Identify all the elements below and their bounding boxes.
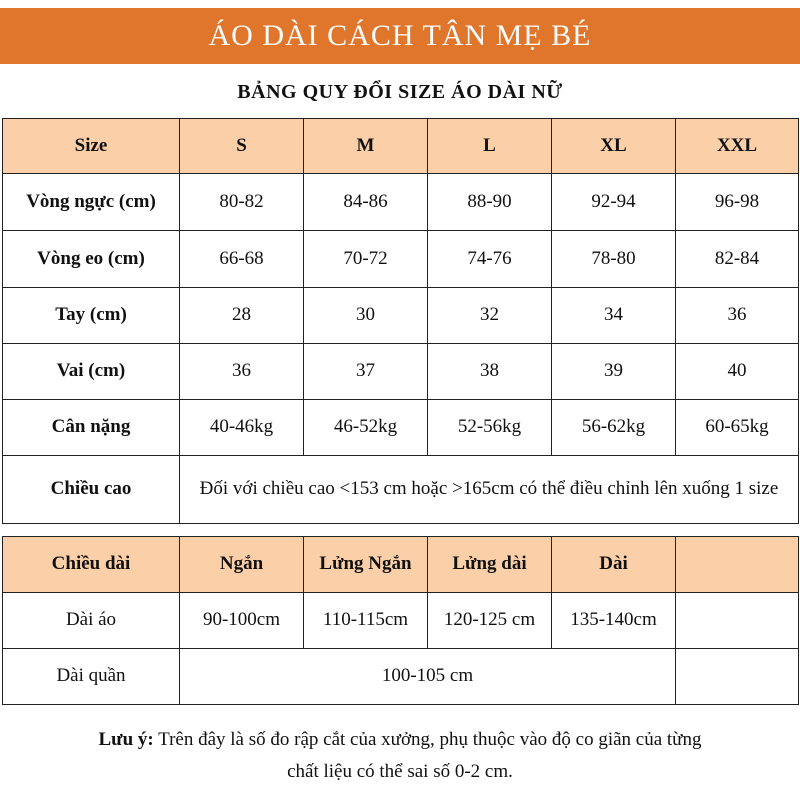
table-row xyxy=(3,649,799,705)
table-row xyxy=(3,174,799,231)
note-line-2: chất liệu có thể sai số 0-2 cm. xyxy=(287,761,513,782)
header-size: Size xyxy=(3,119,180,174)
table-cell: 82-84 xyxy=(676,231,799,288)
table-cell: 34 xyxy=(552,288,676,344)
note-line-1: Trên đây là số đo rập cắt của xưởng, phụ thuộc vào độ co giãn của từng xyxy=(158,729,702,750)
header-xxl: XXL xyxy=(676,119,799,174)
header-mid-short: Lửng Ngắn xyxy=(304,537,428,593)
table-cell xyxy=(676,593,799,649)
table-cell: 39 xyxy=(552,344,676,400)
table-cell: 32 xyxy=(428,288,552,344)
table-cell: 120-125 cm xyxy=(428,593,552,649)
pants-length-cell: 100-105 cm xyxy=(180,649,676,705)
header-short: Ngắn xyxy=(180,537,304,593)
height-row xyxy=(3,456,799,524)
table-cell: 90-100cm xyxy=(180,593,304,649)
header-xl: XL xyxy=(552,119,676,174)
header-long: Dài xyxy=(552,537,676,593)
note-label: Lưu ý: xyxy=(98,729,154,750)
table-cell: 78-80 xyxy=(552,231,676,288)
table-cell: 37 xyxy=(304,344,428,400)
table-cell: 80-82 xyxy=(180,174,304,231)
size-table xyxy=(2,118,799,524)
length-table xyxy=(2,536,799,705)
table-cell: 60-65kg xyxy=(676,400,799,456)
table-cell: 38 xyxy=(428,344,552,400)
length-header-row xyxy=(3,537,799,593)
row-label: Vòng eo (cm) xyxy=(3,231,180,288)
table-cell: 70-72 xyxy=(304,231,428,288)
header-mid-long: Lửng dài xyxy=(428,537,552,593)
size-header-row xyxy=(3,119,799,174)
table-cell: 28 xyxy=(180,288,304,344)
row-label: Vòng ngực (cm) xyxy=(3,174,180,231)
row-label: Dài quần xyxy=(3,649,180,705)
table-row xyxy=(3,344,799,400)
row-label: Cân nặng xyxy=(3,400,180,456)
table-cell: 36 xyxy=(180,344,304,400)
header-empty xyxy=(676,537,799,593)
table-cell: 74-76 xyxy=(428,231,552,288)
chart-subtitle: BẢNG QUY ĐỔI SIZE ÁO DÀI NỮ xyxy=(237,80,563,103)
table-row xyxy=(3,231,799,288)
row-label: Chiều cao xyxy=(3,456,180,524)
row-label: Vai (cm) xyxy=(3,344,180,400)
row-label: Dài áo xyxy=(3,593,180,649)
table-cell xyxy=(676,649,799,705)
table-cell: 66-68 xyxy=(180,231,304,288)
banner-title: ÁO DÀI CÁCH TÂN MẸ BÉ xyxy=(0,8,800,64)
table-row xyxy=(3,400,799,456)
header-s: S xyxy=(180,119,304,174)
table-cell: 110-115cm xyxy=(304,593,428,649)
table-cell: 36 xyxy=(676,288,799,344)
table-cell: 135-140cm xyxy=(552,593,676,649)
table-row xyxy=(3,288,799,344)
header-m: M xyxy=(304,119,428,174)
table-cell: 40-46kg xyxy=(180,400,304,456)
header-l: L xyxy=(428,119,552,174)
table-cell: 88-90 xyxy=(428,174,552,231)
row-label: Tay (cm) xyxy=(3,288,180,344)
table-cell: 96-98 xyxy=(676,174,799,231)
table-cell: 56-62kg xyxy=(552,400,676,456)
table-cell: 40 xyxy=(676,344,799,400)
height-note-cell: Đối với chiều cao <153 cm hoặc >165cm có thể điều chỉnh lên xuống 1 size xyxy=(180,456,799,524)
table-cell: 52-56kg xyxy=(428,400,552,456)
footnote xyxy=(0,724,800,788)
table-cell: 92-94 xyxy=(552,174,676,231)
table-cell: 46-52kg xyxy=(304,400,428,456)
table-cell: 84-86 xyxy=(304,174,428,231)
table-row xyxy=(3,593,799,649)
table-cell: 30 xyxy=(304,288,428,344)
header-length: Chiều dài xyxy=(3,537,180,593)
